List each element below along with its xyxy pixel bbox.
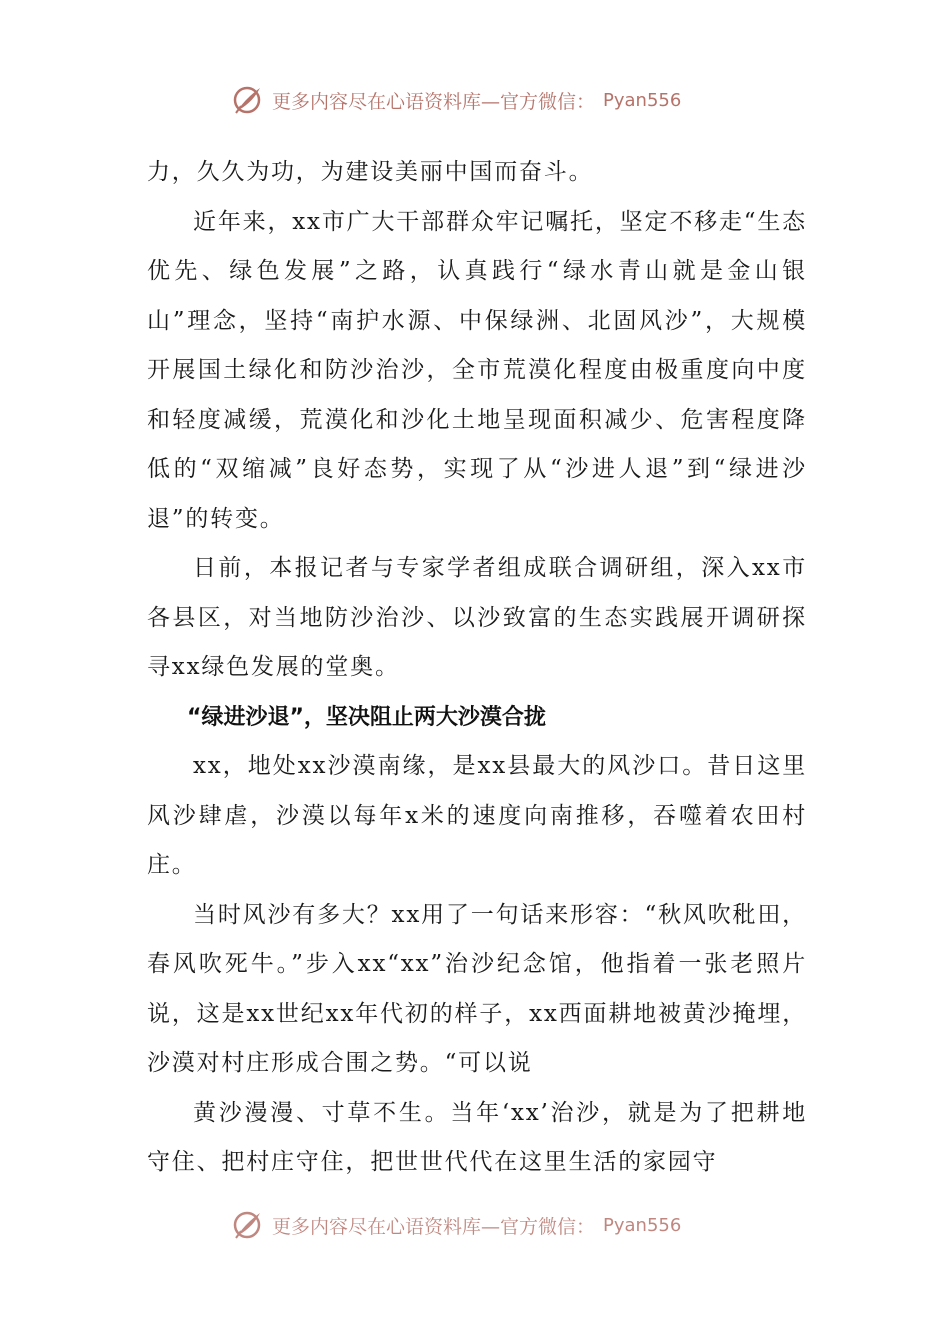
section-heading: “绿进沙退”，坚决阻止两大沙漠合拢 [187,704,546,730]
feather-logo-icon [232,84,264,116]
header-watermark [232,84,681,116]
paragraph: 近年来，xx市广大干部群众牢记嘱托，坚定不移走“生态优先、绿色发展”之路，认真践行“绿水青山就是金山银山”理念，坚持“南护水源、中保绿洲、北固风沙”，大规模开展国土绿化和防沙治沙，全市荒漠化程度由极重度向中度和轻度减缓，荒漠化和沙化土地呈现面积减少、危害程度降低的“双缩减”良好态势，实现了从“沙进人退”到“绿进沙退”的转变。 [147,208,807,532]
paragraph: 日前，本报记者与专家学者组成联合调研组，深入xx市各县区，对当地防沙治沙、以沙致富的生态实践展开调研探寻xx绿色发展的堂奥。 [147,555,807,680]
watermark-wechat-id: Pyan556 [603,89,682,111]
watermark-text: 更多内容尽在心语资料库—官方微信： [272,1215,596,1238]
paragraph: xx，地处xx沙漠南缘，是xx县最大的风沙口。昔日这里风沙肆虐，沙漠以每年x米的速度向南推移，吞噬着农田村庄。 [147,753,807,878]
paragraph: 当时风沙有多大？xx用了一句话来形容：“秋风吹秕田，春风吹死牛。”步入xx“xx”治沙纪念馆，他指着一张老照片说，这是xx世纪xx年代初的样子，xx西面耕地被黄沙掩埋，沙漠对村庄形成合围之势。“可以说 [147,901,807,1076]
watermark-wechat-id: Pyan556 [603,1214,682,1236]
paragraph: 黄沙漫漫、寸草不生。当年‘xx’治沙，就是为了把耕地守住、把村庄守住，把世世代代在这里生活的家园守 [147,1099,807,1175]
watermark-text: 更多内容尽在心语资料库—官方微信： [272,90,596,113]
feather-logo-icon [232,1209,264,1241]
document-body [147,148,807,1188]
footer-watermark [232,1209,681,1241]
paragraph: 力，久久为功，为建设美丽中国而奋斗。 [147,159,594,185]
